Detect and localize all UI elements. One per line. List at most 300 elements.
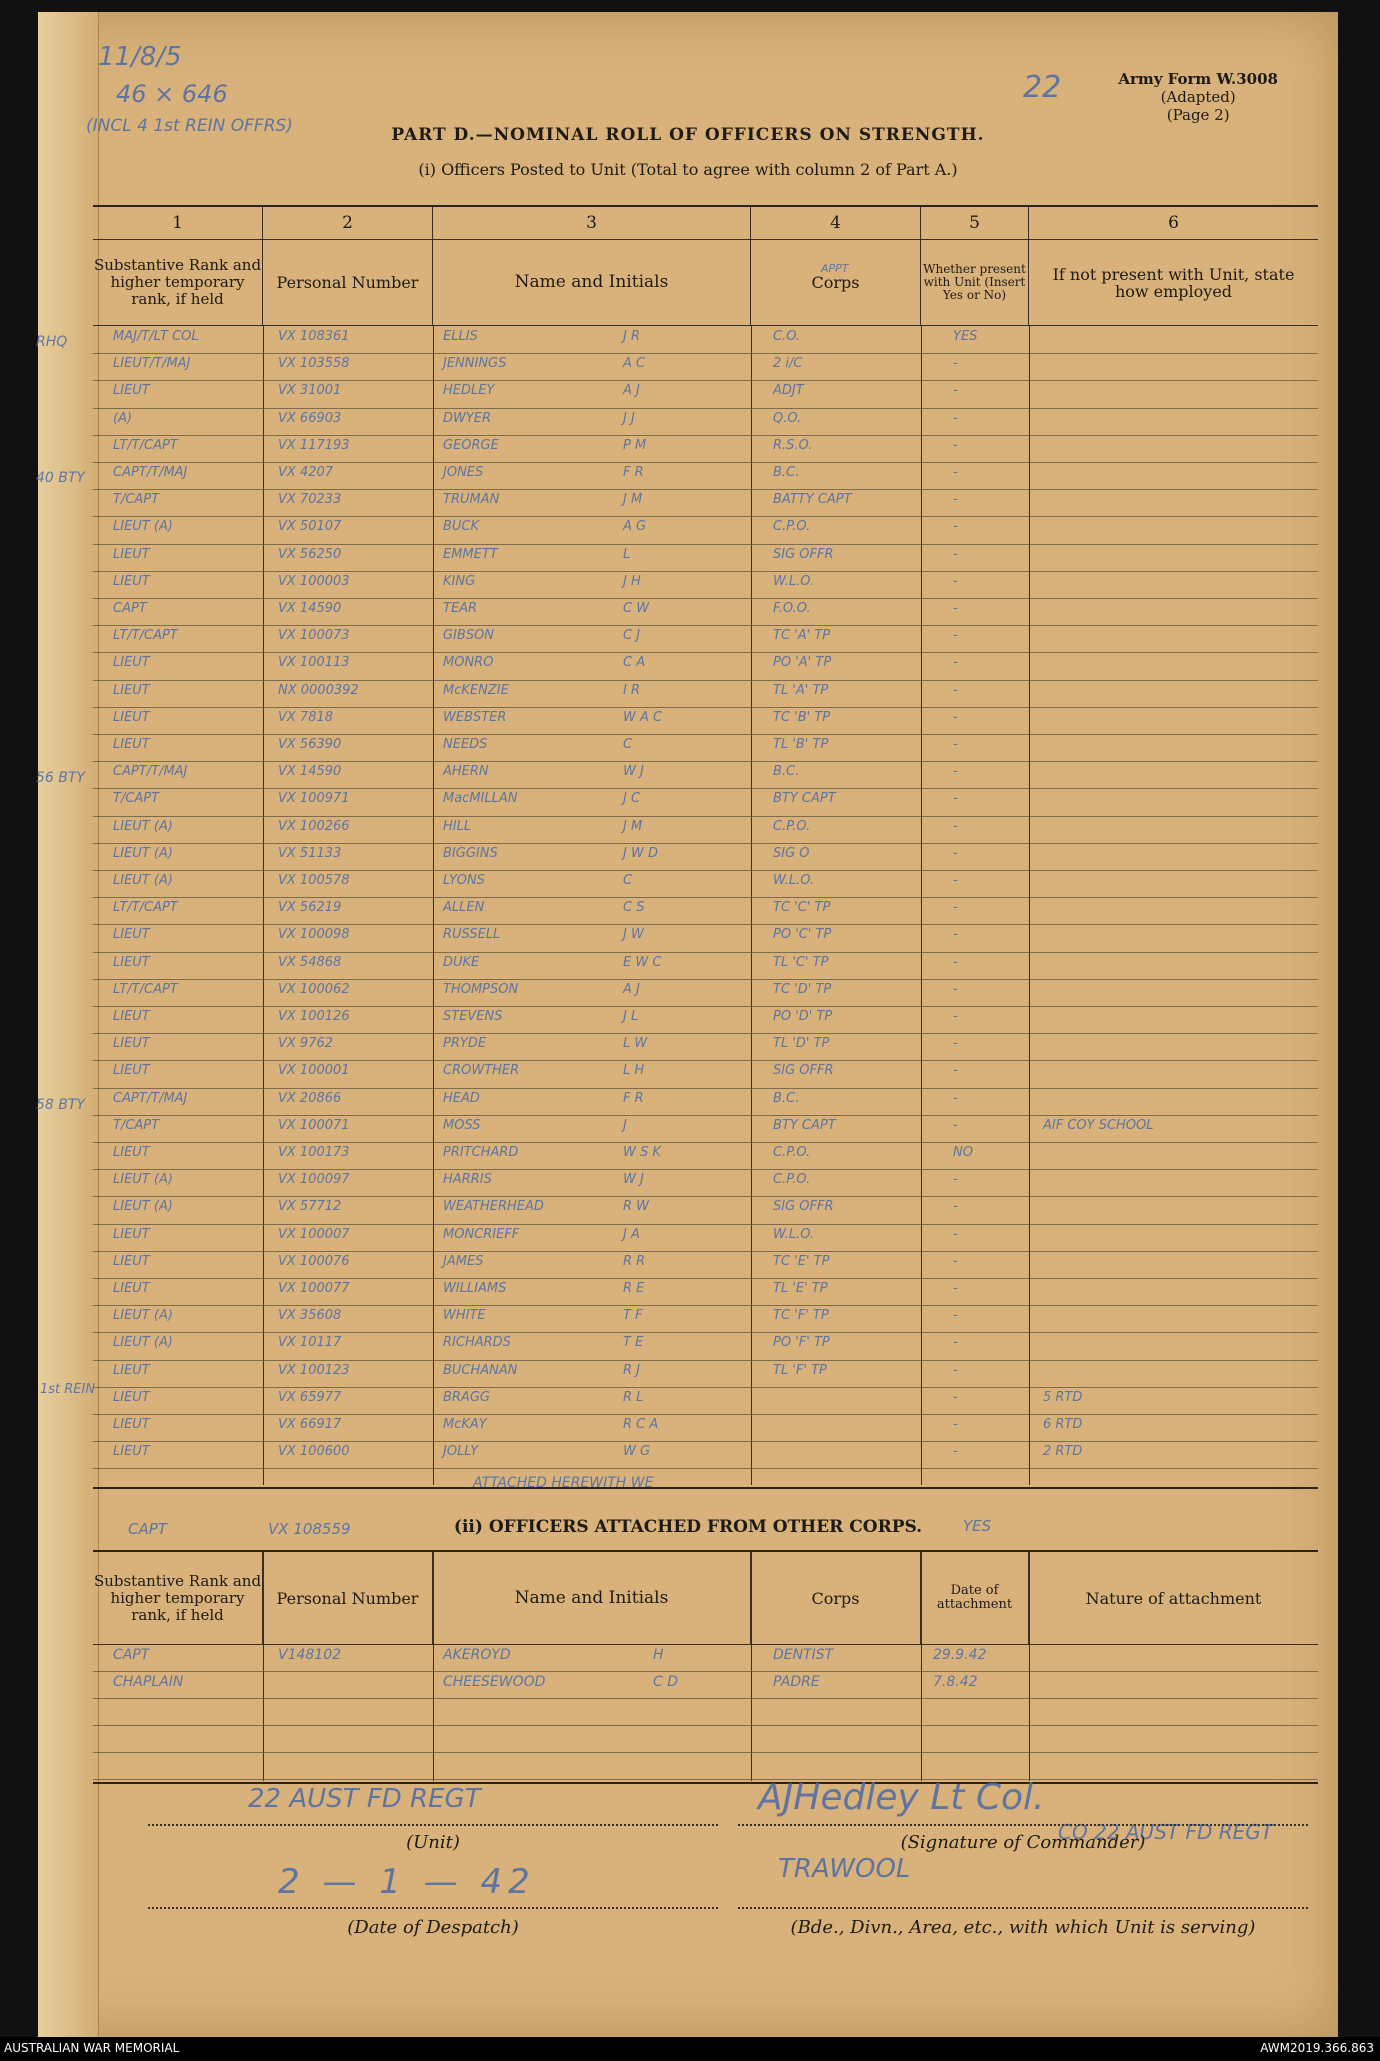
table-row-name: DWYER xyxy=(443,410,492,426)
table-row-initials: A J xyxy=(623,981,640,997)
table-row-personal-number: VX 100097 xyxy=(278,1172,350,1188)
paper-fold-strip xyxy=(38,12,99,2037)
signature-label: (Signature of Commander) xyxy=(900,1832,1146,1853)
table-row-corps: C.O. xyxy=(773,329,801,344)
t2-header-corps: Corps xyxy=(751,1552,921,1644)
table1-bottom-note: ATTACHED HEREWITH WE xyxy=(473,1475,654,1491)
table-row-corps: W.L.O. xyxy=(773,1226,815,1242)
table-row-name: WHITE xyxy=(443,1308,486,1324)
table-row-name: WILLIAMS xyxy=(443,1281,507,1296)
table-row-corps: C.P.O. xyxy=(773,818,811,834)
form-sheet xyxy=(38,12,1338,2037)
table-row-present: - xyxy=(953,1308,958,1324)
table-row-present: - xyxy=(953,410,958,426)
t2-header-rank: Substantive Rank and higher temporary rank, if held xyxy=(93,1552,263,1644)
unit-handwritten: 22 AUST FD REGT xyxy=(248,1784,481,1814)
table-row-rank: T/CAPT xyxy=(113,1117,160,1133)
header-employed: If not present with Unit, state how employed xyxy=(1052,264,1295,301)
table-row-employed: 6 RTD xyxy=(1043,1417,1083,1432)
table-row-present: - xyxy=(953,737,958,752)
table-row-present: - xyxy=(953,573,958,589)
table-row-corps: SIG OFFR xyxy=(773,546,834,562)
table-row-personal-number: VX 117193 xyxy=(278,437,350,453)
table-row-personal-number: VX 14590 xyxy=(278,601,342,616)
table-row-name: MOSS xyxy=(443,1117,481,1133)
table-row-initials: R E xyxy=(623,1281,645,1296)
form-number: Army Form W.3008 xyxy=(1118,70,1278,88)
table-row-initials: L xyxy=(623,546,631,562)
table-row-personal-number: VX 100266 xyxy=(278,818,350,834)
table-row-initials: J M xyxy=(623,818,643,834)
table-row-rank: LIEUT (A) xyxy=(113,1199,173,1215)
table-row-initials: E W C xyxy=(623,954,662,970)
t2-row-rank: CAPT xyxy=(113,1647,150,1663)
table-row-present: - xyxy=(953,546,958,562)
table-row-name: DUKE xyxy=(443,954,480,970)
table-row-rank: LIEUT/T/MAJ xyxy=(113,356,191,372)
table-row-name: EMMETT xyxy=(443,546,498,562)
table-row-rank: LIEUT xyxy=(113,1063,150,1079)
form-number-block xyxy=(1118,70,1278,124)
table-row-name: JAMES xyxy=(443,1253,484,1269)
table-row-initials: P M xyxy=(623,437,647,453)
table-row-initials: L W xyxy=(623,1036,648,1052)
table-row-rank: LIEUT xyxy=(113,1281,150,1296)
table-row-personal-number: VX 54868 xyxy=(278,954,342,970)
unit-label: (Unit) xyxy=(406,1832,460,1853)
t2-row-rank: CHAPLAIN xyxy=(113,1674,184,1690)
table-row-rank: LIEUT xyxy=(113,1417,150,1432)
table-row-rank: LIEUT xyxy=(113,383,150,399)
table-row-present: - xyxy=(953,954,958,970)
table-row-initials: J C xyxy=(623,791,641,807)
table-row-name: JONES xyxy=(443,465,484,480)
table-row-present: - xyxy=(953,492,958,508)
table-row-personal-number: VX 31001 xyxy=(278,383,342,399)
table-row-personal-number: VX 100600 xyxy=(278,1444,350,1460)
table-row-rank: LT/T/CAPT xyxy=(113,981,178,997)
table-row-corps: R.S.O. xyxy=(773,437,813,453)
table-row-name: JOLLY xyxy=(443,1444,479,1460)
handwritten-number-above-table2: VX 108559 xyxy=(268,1520,351,1538)
table-row-personal-number: VX 100578 xyxy=(278,873,350,888)
table-row-rank: LIEUT xyxy=(113,954,150,970)
table-row-present: YES xyxy=(953,329,978,344)
table-row-present: - xyxy=(953,628,958,644)
section2-heading: (ii) OFFICERS ATTACHED FROM OTHER CORPS. xyxy=(453,1517,923,1537)
table-row-personal-number: VX 100113 xyxy=(278,655,350,671)
t2-header-nature: Nature of attachment xyxy=(1085,1588,1262,1608)
table-row-present: - xyxy=(953,1226,958,1242)
officers-posted-table xyxy=(93,205,1318,1489)
col-number-3: 3 xyxy=(433,207,751,239)
table-row-rank: LIEUT xyxy=(113,546,150,562)
table-row-personal-number: VX 100076 xyxy=(278,1253,350,1269)
table-row-personal-number: VX 100971 xyxy=(278,791,350,807)
table-row-initials: L H xyxy=(623,1063,645,1079)
t2-row-initials: C D xyxy=(653,1674,679,1690)
despatch-date-label: (Date of Despatch) xyxy=(347,1917,519,1938)
table-row-name: TRUMAN xyxy=(443,492,500,508)
table-row-corps: TL 'D' TP xyxy=(773,1036,830,1052)
table-row-personal-number: VX 56219 xyxy=(278,900,342,916)
table-row-initials: R L xyxy=(623,1389,644,1405)
table-row-present: - xyxy=(953,1090,958,1106)
table-row-initials: W G xyxy=(623,1444,651,1460)
table-row-name: PRYDE xyxy=(443,1036,487,1052)
table-row-name: WEBSTER xyxy=(443,709,507,725)
archive-credit-bar xyxy=(0,2037,1380,2061)
table-row-initials: R J xyxy=(623,1362,640,1378)
table-row-corps: ADJT xyxy=(773,383,804,399)
table-row-corps: TC 'A' TP xyxy=(773,628,831,644)
t2-row-date: 7.8.42 xyxy=(933,1674,978,1690)
table-row-name: KING xyxy=(443,573,476,589)
table-row-personal-number: VX 103558 xyxy=(278,356,350,372)
table-row-present: - xyxy=(953,709,958,725)
table-row-name: STEVENS xyxy=(443,1009,503,1024)
page-title: PART D.—NOMINAL ROLL OF OFFICERS ON STRENGTH. xyxy=(391,125,985,145)
table-row-rank: LIEUT xyxy=(113,1036,150,1052)
table-row-rank: LIEUT xyxy=(113,1253,150,1269)
table-row-rank: T/CAPT xyxy=(113,492,160,508)
t2-row-personal-number: V148102 xyxy=(278,1647,342,1663)
table-row-corps: Q.O. xyxy=(773,410,802,426)
table-row-personal-number: VX 100073 xyxy=(278,628,350,644)
table-row-name: MONRO xyxy=(443,655,494,671)
table-row-personal-number: VX 7818 xyxy=(278,709,334,725)
table-row-rank: T/CAPT xyxy=(113,791,160,807)
table-row-rank: LIEUT (A) xyxy=(113,1172,173,1188)
table-row-rank: LIEUT xyxy=(113,682,150,698)
table-row-initials: C S xyxy=(623,900,645,916)
table-row-rank: LIEUT xyxy=(113,1226,150,1242)
header-corps: Corps xyxy=(751,240,921,325)
table-row-personal-number: VX 70233 xyxy=(278,492,342,508)
table-row-name: BUCHANAN xyxy=(443,1362,518,1378)
table-row-corps: TC 'D' TP xyxy=(773,981,832,997)
table-row-personal-number: VX 56250 xyxy=(278,546,342,562)
table-row-personal-number: VX 100123 xyxy=(278,1362,350,1378)
table-row-personal-number: VX 66917 xyxy=(278,1417,342,1432)
table-row-name: McKAY xyxy=(443,1417,487,1432)
table-row-present: - xyxy=(953,818,958,834)
table-row-rank: LT/T/CAPT xyxy=(113,628,178,644)
group-label-reinforcements: 1st REIN xyxy=(40,1382,96,1397)
table-row-rank: LIEUT xyxy=(113,1444,150,1460)
table-row-corps: SIG OFFR xyxy=(773,1199,834,1215)
table-row-rank: LIEUT (A) xyxy=(113,873,173,888)
table-row-name: RUSSELL xyxy=(443,927,501,943)
table-row-present: - xyxy=(953,1281,958,1296)
table-row-rank: CAPT/T/MAJ xyxy=(113,764,188,780)
despatch-date-handwritten: 2 — 1 — 42 xyxy=(278,1862,536,1902)
table-row-name: HEDLEY xyxy=(443,383,495,399)
table-row-initials: J J xyxy=(623,410,635,426)
table-row-rank: LIEUT xyxy=(113,709,150,725)
table-row-present: - xyxy=(953,1172,958,1188)
t2-row-initials: H xyxy=(653,1647,664,1663)
table-row-personal-number: VX 108361 xyxy=(278,329,350,344)
group-label-56bty: 56 BTY xyxy=(36,770,85,786)
table-row-name: RICHARDS xyxy=(443,1335,511,1351)
header-name: Name and Initials xyxy=(433,240,751,325)
table-row-corps: TL 'E' TP xyxy=(773,1281,828,1296)
header-present: Whether present with Unit (Insert Yes or No) xyxy=(921,240,1029,325)
col-number-2: 2 xyxy=(263,207,433,239)
table-row-present: - xyxy=(953,1253,958,1269)
table-row-present: - xyxy=(953,465,958,480)
table-row-rank: LIEUT xyxy=(113,927,150,943)
table-row-corps: F.O.O. xyxy=(773,601,811,616)
table-row-name: THOMPSON xyxy=(443,981,519,997)
table-row-initials: C W xyxy=(623,601,650,616)
table-row-name: MacMILLAN xyxy=(443,791,518,807)
header-rank: Substantive Rank and higher temporary rank, if held xyxy=(93,240,263,325)
table-row-rank: CAPT/T/MAJ xyxy=(113,1090,188,1106)
table-row-present: - xyxy=(953,1417,958,1432)
table-row-corps: PO 'D' TP xyxy=(773,1009,833,1024)
table-row-initials: J H xyxy=(623,573,641,589)
table-row-initials: A G xyxy=(623,519,647,535)
table-row-present: - xyxy=(953,927,958,943)
table-row-rank: LIEUT (A) xyxy=(113,818,173,834)
table-row-initials: T F xyxy=(623,1308,643,1324)
table-row-present: - xyxy=(953,601,958,616)
group-label-rhq: RHQ xyxy=(36,334,68,350)
table-row-corps: SIG O xyxy=(773,845,810,861)
table-row-rank: LIEUT xyxy=(113,1009,150,1024)
table-row-initials: J W xyxy=(623,927,644,943)
table-row-name: PRITCHARD xyxy=(443,1145,519,1160)
table-row-personal-number: VX 4207 xyxy=(278,465,334,480)
table-row-corps: TL 'C' TP xyxy=(773,954,829,970)
table-row-rank: LIEUT (A) xyxy=(113,845,173,861)
table-row-personal-number: VX 100173 xyxy=(278,1145,350,1160)
table-row-present: - xyxy=(953,383,958,399)
handwritten-present-above-table2: YES xyxy=(963,1517,992,1535)
table-row-personal-number: VX 100007 xyxy=(278,1226,350,1242)
table-row-personal-number: VX 100098 xyxy=(278,927,350,943)
table-row-name: MONCRIEFF xyxy=(443,1226,520,1242)
col-number-6: 6 xyxy=(1168,213,1179,233)
table-row-present: - xyxy=(953,1009,958,1024)
table-row-name: NEEDS xyxy=(443,737,488,752)
table-row-initials: J xyxy=(623,1117,627,1133)
group-label-40bty: 40 BTY xyxy=(36,470,85,486)
table-row-initials: J L xyxy=(623,1009,639,1024)
table-row-name: BRAGG xyxy=(443,1389,490,1405)
table-row-present: - xyxy=(953,519,958,535)
table-row-corps: W.L.O. xyxy=(773,873,815,888)
table-row-rank: LT/T/CAPT xyxy=(113,437,178,453)
group-label-58bty: 58 BTY xyxy=(36,1097,85,1113)
archive-credit-right: AWM2019.366.863 xyxy=(1260,2041,1374,2055)
table-row-personal-number: VX 51133 xyxy=(278,845,342,861)
table-row-name: ELLIS xyxy=(443,329,478,344)
form-adapted: (Adapted) xyxy=(1160,88,1236,106)
table-row-initials: J A xyxy=(623,1226,640,1242)
col-number-5: 5 xyxy=(921,207,1029,239)
table-row-corps: C.P.O. xyxy=(773,1172,811,1188)
table-row-rank: LIEUT (A) xyxy=(113,519,173,535)
location-label: (Bde., Divn., Area, etc., with which Unit is serving) xyxy=(790,1917,1256,1938)
table-row-personal-number: VX 50107 xyxy=(278,519,342,535)
table-row-name: HARRIS xyxy=(443,1172,492,1188)
table-row-present: - xyxy=(953,356,958,372)
t2-header-personal-number: Personal Number xyxy=(263,1552,433,1644)
table-row-initials: C A xyxy=(623,655,646,671)
table-row-personal-number: NX 0000392 xyxy=(278,682,359,698)
table-row-corps: PO 'F' TP xyxy=(773,1335,830,1351)
table-row-corps: C.P.O. xyxy=(773,1145,811,1160)
table-row-present: - xyxy=(953,1444,958,1460)
table-row-name: HEAD xyxy=(443,1090,480,1106)
table-row-name: HILL xyxy=(443,818,472,834)
form-page: (Page 2) xyxy=(1166,106,1230,124)
table-row-corps: C.P.O. xyxy=(773,519,811,535)
table-row-corps: B.C. xyxy=(773,465,800,480)
table-row-present: - xyxy=(953,1199,958,1215)
table-row-name: ALLEN xyxy=(443,900,485,916)
table-row-name: TEAR xyxy=(443,601,478,616)
t2-row-date: 29.9.42 xyxy=(933,1647,987,1663)
table-row-present: - xyxy=(953,437,958,453)
table-row-corps: TL 'A' TP xyxy=(773,682,829,698)
page-number-handwritten: 22 xyxy=(1023,70,1062,105)
table-row-corps: BTY CAPT xyxy=(773,791,836,807)
corps-hand-note: APPT xyxy=(821,262,849,275)
table-row-present: - xyxy=(953,1362,958,1378)
header-personal-number: Personal Number xyxy=(263,240,433,325)
table-row-initials: R W xyxy=(623,1199,650,1215)
table-row-employed: AIF COY SCHOOL xyxy=(1043,1117,1154,1133)
table-row-name: McKENZIE xyxy=(443,682,509,698)
table-row-corps: TC 'E' TP xyxy=(773,1253,830,1269)
table-row-rank: CAPT/T/MAJ xyxy=(113,465,188,480)
table-row-present: - xyxy=(953,845,958,861)
table-row-rank: LIEUT xyxy=(113,1389,150,1405)
table-row-corps: B.C. xyxy=(773,1090,800,1106)
table-row-initials: A C xyxy=(623,356,646,372)
table-row-rank: MAJ/T/LT COL xyxy=(113,329,199,344)
table-row-initials: J W D xyxy=(623,845,658,861)
table-row-rank: LIEUT xyxy=(113,573,150,589)
commander-signature: AJHedley Lt Col. xyxy=(758,1777,1045,1818)
table-row-initials: T E xyxy=(623,1335,644,1351)
table-row-present: - xyxy=(953,900,958,916)
table-row-present: - xyxy=(953,1063,958,1079)
table-row-initials: C xyxy=(623,873,633,888)
table-row-present: - xyxy=(953,682,958,698)
table-row-corps: PO 'A' TP xyxy=(773,655,832,671)
table-row-initials: J M xyxy=(623,492,643,508)
table-row-rank: LIEUT (A) xyxy=(113,1335,173,1351)
table-row-initials: J R xyxy=(623,329,640,344)
archive-credit-left: AUSTRALIAN WAR MEMORIAL xyxy=(4,2041,180,2055)
table-row-corps: BATTY CAPT xyxy=(773,492,852,508)
table-row-initials: F R xyxy=(623,465,644,480)
t2-row-corps: PADRE xyxy=(773,1674,820,1690)
table-row-rank: LT/T/CAPT xyxy=(113,900,178,916)
table-row-personal-number: VX 100126 xyxy=(278,1009,350,1024)
table-row-rank: LIEUT xyxy=(113,655,150,671)
table-row-name: AHERN xyxy=(443,764,489,780)
table-row-employed: 2 RTD xyxy=(1043,1444,1083,1460)
margin-note-incl: (INCL 4 1st REIN OFFRS) xyxy=(86,116,293,136)
table-row-personal-number: VX 65977 xyxy=(278,1389,342,1405)
table-row-corps: TL 'B' TP xyxy=(773,737,829,752)
table-row-present: - xyxy=(953,981,958,997)
table-row-present: - xyxy=(953,764,958,780)
table-row-present: - xyxy=(953,1335,958,1351)
table-row-personal-number: VX 100077 xyxy=(278,1281,350,1296)
table-row-initials: R C A xyxy=(623,1417,659,1432)
t2-row-name: AKEROYD xyxy=(443,1647,511,1663)
table-row-corps: BTY CAPT xyxy=(773,1117,836,1133)
table-row-corps: PO 'C' TP xyxy=(773,927,832,943)
table-row-personal-number: VX 100071 xyxy=(278,1117,350,1133)
table-row-initials: F R xyxy=(623,1090,644,1106)
table-row-initials: W J xyxy=(623,764,644,780)
table-row-name: BIGGINS xyxy=(443,845,498,861)
table-row-present: - xyxy=(953,1389,958,1405)
table-row-rank: CAPT xyxy=(113,601,147,616)
table-row-initials: C xyxy=(623,737,633,752)
margin-note-ref: 11/8/5 xyxy=(98,42,182,72)
table-row-present: - xyxy=(953,873,958,888)
table-row-personal-number: VX 14590 xyxy=(278,764,342,780)
table-row-name: GEORGE xyxy=(443,437,499,453)
col-number-1: 1 xyxy=(93,207,263,239)
table-row-personal-number: VX 57712 xyxy=(278,1199,342,1215)
table-row-initials: R R xyxy=(623,1253,646,1269)
table-row-corps: SIG OFFR xyxy=(773,1063,834,1079)
table-row-name: JENNINGS xyxy=(443,356,507,372)
table-row-present: - xyxy=(953,1036,958,1052)
table-row-rank: (A) xyxy=(113,410,133,426)
commander-title-handwritten: CO 22 AUST FD REGT xyxy=(1058,1820,1273,1844)
table-row-initials: A J xyxy=(623,383,640,399)
table-row-personal-number: VX 9762 xyxy=(278,1036,334,1052)
table-row-present: - xyxy=(953,791,958,807)
table-row-name: CROWTHER xyxy=(443,1063,520,1079)
table-row-personal-number: VX 100001 xyxy=(278,1063,350,1079)
table-row-personal-number: VX 10117 xyxy=(278,1335,342,1351)
table-row-corps: 2 i/C xyxy=(773,356,803,372)
table-row-personal-number: VX 100062 xyxy=(278,981,350,997)
table-row-corps: W.L.O. xyxy=(773,573,815,589)
table-row-rank: LIEUT (A) xyxy=(113,1308,173,1324)
table-row-personal-number: VX 66903 xyxy=(278,410,342,426)
officers-attached-table xyxy=(93,1550,1318,1784)
table-row-rank: LIEUT xyxy=(113,737,150,752)
table-row-corps: TC 'B' TP xyxy=(773,709,831,725)
t2-row-name: CHEESEWOOD xyxy=(443,1674,546,1690)
t2-header-name: Name and Initials xyxy=(433,1552,751,1644)
table-row-name: LYONS xyxy=(443,873,485,888)
table-row-corps: TC 'F' TP xyxy=(773,1308,829,1324)
table-row-initials: I R xyxy=(623,682,640,698)
t2-header-date: Date of attachment xyxy=(921,1552,1029,1644)
table-row-personal-number: VX 20866 xyxy=(278,1090,342,1106)
table-row-personal-number: VX 100003 xyxy=(278,573,350,589)
table-row-rank: LIEUT xyxy=(113,1362,150,1378)
table-row-corps: TC 'C' TP xyxy=(773,900,831,916)
table-row-personal-number: VX 56390 xyxy=(278,737,342,752)
section1-heading: (i) Officers Posted to Unit (Total to agree with column 2 of Part A.) xyxy=(418,160,958,179)
table-row-corps: TL 'F' TP xyxy=(773,1362,827,1378)
